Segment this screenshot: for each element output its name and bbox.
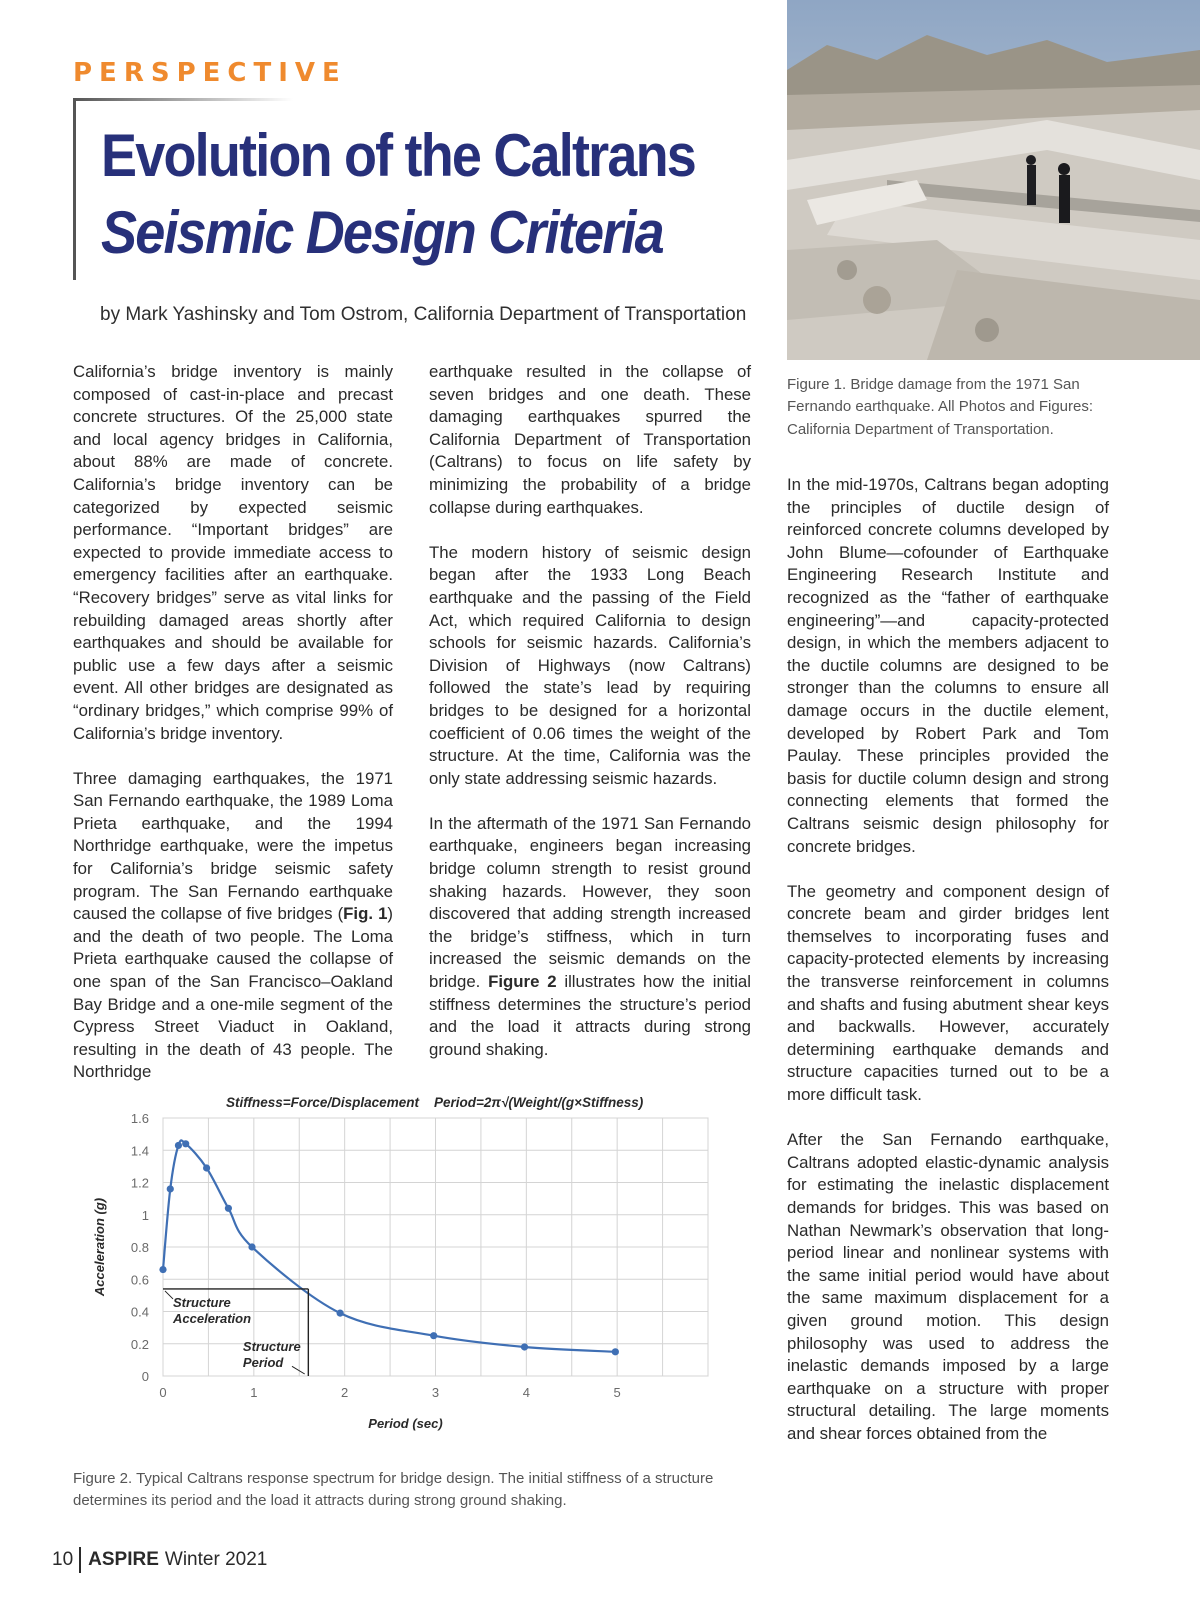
paragraph-text: California’s bridge inventory is mainly composed of cast-in-place and precast concrete structures. Of the 25,000 state and local agency bridges in California, about 88% are made of concrete. California’s bridge inventory can be categorized by expected seismic performance. “Important bridges” are expected to provide immediate access to emergency facilities after an earthquake. “Recovery bridges” serve as vital links for rebuilding damaged areas shortly after earthquakes and should be available for public use a few days after a seismic event. All other bridges are designated as “ordinary bridges,” which comprise 99% of California’s bridge inventory. bbox=[73, 362, 393, 743]
figure-1-photo bbox=[787, 0, 1200, 360]
paragraph bbox=[429, 361, 751, 519]
figure-2-chart bbox=[73, 1095, 763, 1462]
spectrum-data-point bbox=[182, 1140, 189, 1147]
x-tick-label: 2 bbox=[341, 1385, 349, 1400]
spectrum-data-point bbox=[225, 1205, 232, 1212]
paragraph-text: The geometry and component design of concrete beam and girder bridges lent themselves to incorporating fuses and capacity-protected elements by increasing the transverse reinforcement in columns and shafts and fusing abutment shear keys and backwalls. However, accurately determining earthquake demands and structure capacities turned out to be a more difficult task. bbox=[787, 881, 1109, 1105]
text-column-3 bbox=[787, 474, 1109, 1468]
structure-period-label-1: Structure bbox=[242, 1339, 301, 1355]
y-tick-label: 0.8 bbox=[130, 1240, 149, 1255]
spectrum-data-point bbox=[430, 1332, 437, 1339]
x-axis-title: Period (sec) bbox=[368, 1416, 443, 1431]
y-tick-label: 0.6 bbox=[130, 1272, 149, 1288]
section-kicker: PERSPECTIVE bbox=[73, 58, 347, 88]
page-number: 10 bbox=[52, 1549, 74, 1570]
y-tick-label: 1.4 bbox=[130, 1143, 149, 1159]
issue-label: Winter 2021 bbox=[164, 1549, 268, 1570]
article-title bbox=[101, 118, 695, 272]
x-tick-label: 1 bbox=[250, 1385, 258, 1400]
paragraph bbox=[73, 361, 393, 745]
y-axis-title: Acceleration (g) bbox=[92, 1197, 107, 1297]
paragraph-text: In the aftermath of the 1971 San Fernando earthquake, engineers began increasing bridge column strength to resist ground shaking hazards. However, they soon discovered that adding strength increased the bridge’s stiffness, which in turn increased the seismic demands on the bridge. bbox=[429, 813, 751, 992]
response-spectrum-chart bbox=[73, 1095, 763, 1462]
spectrum-data-point bbox=[175, 1142, 182, 1149]
x-tick-label: 4 bbox=[522, 1385, 530, 1400]
paragraph-text: The modern history of seismic design began after the 1933 Long Beach earthquake and the passing of the Field Act, which required California to design schools for seismic hazards. California’s Division of Highways (now Caltrans) followed the state’s lead by requiring bridges to be designed for a horizontal coefficient of 0.06 times the weight of the structure. At the time, California was the only state addressing seismic hazards. bbox=[429, 542, 751, 788]
paragraph bbox=[429, 813, 751, 1062]
x-tick-label: 5 bbox=[613, 1385, 621, 1400]
text-column-1 bbox=[73, 361, 393, 1107]
structure-acceleration-label-2: Acceleration bbox=[173, 1310, 252, 1326]
title-line-1: Evolution of the Caltrans bbox=[101, 122, 696, 189]
paragraph bbox=[787, 881, 1109, 1107]
title-line-2: Seismic Design Criteria bbox=[101, 198, 663, 266]
figure-1-caption: Figure 1. Bridge damage from the 1971 San Fernando earthquake. All Photos and Figures: California Department of Transportation. bbox=[787, 376, 1094, 438]
paragraph bbox=[73, 768, 393, 1084]
y-tick-label: 0.4 bbox=[130, 1304, 149, 1320]
spectrum-data-point bbox=[248, 1243, 255, 1250]
spectrum-data-point bbox=[521, 1343, 528, 1350]
title-rule-vertical bbox=[73, 98, 76, 280]
y-tick-label: 1.6 bbox=[130, 1111, 149, 1126]
title-rule-horizontal bbox=[73, 98, 293, 101]
paragraph-text: In the mid-1970s, Caltrans began adopting the principles of ductile design of reinforced concrete columns developed by John Blume—cofounder of Earthquake Engineering Research Institute and recognized as the “father of earthquake engineering”—and capacity-protected design, in which the members adjacent to the ductile columns are designed to be stronger than the columns to ensure all damage occurs in the ductile element, developed by Robert Park and Tom Paulay. These principles provided the basis for ductile column design and strong connecting elements that formed the Caltrans seismic design philosophy for concrete bridges. bbox=[787, 475, 1109, 856]
paragraph-text: earthquake resulted in the collapse of seven bridges and one death. These damaging earthquakes spurred the California Department of Transportation (Caltrans) to focus on life safety by minimizing the probability of a bridge collapse during earthquakes. bbox=[429, 362, 751, 517]
figure-1-reference: Fig. 1 bbox=[343, 904, 388, 924]
period-annotation: Period=2π√(Weight/(g×Stiffness) bbox=[434, 1095, 644, 1110]
spectrum-data-point bbox=[167, 1185, 174, 1192]
y-tick-label: 1 bbox=[141, 1207, 149, 1223]
footer-divider bbox=[79, 1547, 81, 1573]
figure-2-reference: Figure 2 bbox=[488, 972, 557, 992]
page-footer bbox=[52, 1547, 267, 1573]
paragraph-text: ) and the death of two people. The Loma Prieta earthquake caused the collapse of one span of the San Francisco–Oakland Bay Bridge and a one-mile segment of the Cypress Street Viaduct in Oakland, resulting in the death of 43 people. The Northridge bbox=[73, 904, 393, 1082]
x-tick-label: 3 bbox=[431, 1385, 440, 1400]
stiffness-annotation: Stiffness=Force/Displacement bbox=[226, 1095, 419, 1110]
structure-period-label-2: Period bbox=[242, 1355, 284, 1371]
figure-2-caption: Figure 2. Typical Caltrans response spectrum for bridge design. The initial stiffness of a structure determines its period and the load it attracts during strong ground shaking. bbox=[73, 1470, 714, 1510]
y-tick-label: 1.2 bbox=[130, 1175, 149, 1191]
paragraph bbox=[787, 1129, 1109, 1445]
y-tick-label: 0 bbox=[141, 1369, 149, 1384]
spectrum-data-point bbox=[203, 1164, 210, 1171]
y-tick-label: 0.2 bbox=[130, 1336, 149, 1352]
magazine-name: ASPIRE bbox=[88, 1549, 159, 1570]
spectrum-data-point bbox=[337, 1310, 344, 1317]
structure-acceleration-label-1: Structure bbox=[173, 1294, 231, 1310]
paragraph-text: Three damaging earthquakes, the 1971 San Fernando earthquake, the 1989 Loma Prieta earthquake, and the 1994 Northridge earthquake, were the impetus for California’s bridge seismic safety program. The San Fernando earthquake caused the collapse of five bridges ( bbox=[73, 768, 393, 924]
paragraph bbox=[787, 474, 1109, 858]
x-tick-label: 0 bbox=[159, 1385, 167, 1400]
collapsed-bridge-photo bbox=[787, 0, 1200, 360]
spectrum-data-point bbox=[159, 1266, 166, 1273]
paragraph-text: illustrates how the initial stiffness determines the structure’s period and the load it attracts during strong ground shaking. bbox=[429, 972, 751, 1059]
byline: by Mark Yashinsky and Tom Ostrom, California Department of Transportation bbox=[100, 304, 747, 325]
paragraph bbox=[429, 542, 751, 791]
paragraph-text: After the San Fernando earthquake, Caltrans adopted elastic-dynamic analysis for estimating the inelastic displacement demands for bridges. This was based on Nathan Newmark’s observation that long-period linear and nonlinear systems with the same initial period would have about the same maximum displacement for a given ground motion. This design philosophy was used to address the inelastic demands imposed by a large earthquake on a structure with proper structural detailing. The large moments and shear forces obtained from the bbox=[787, 1130, 1109, 1443]
spectrum-data-point bbox=[612, 1348, 619, 1355]
text-column-2 bbox=[429, 361, 751, 1084]
